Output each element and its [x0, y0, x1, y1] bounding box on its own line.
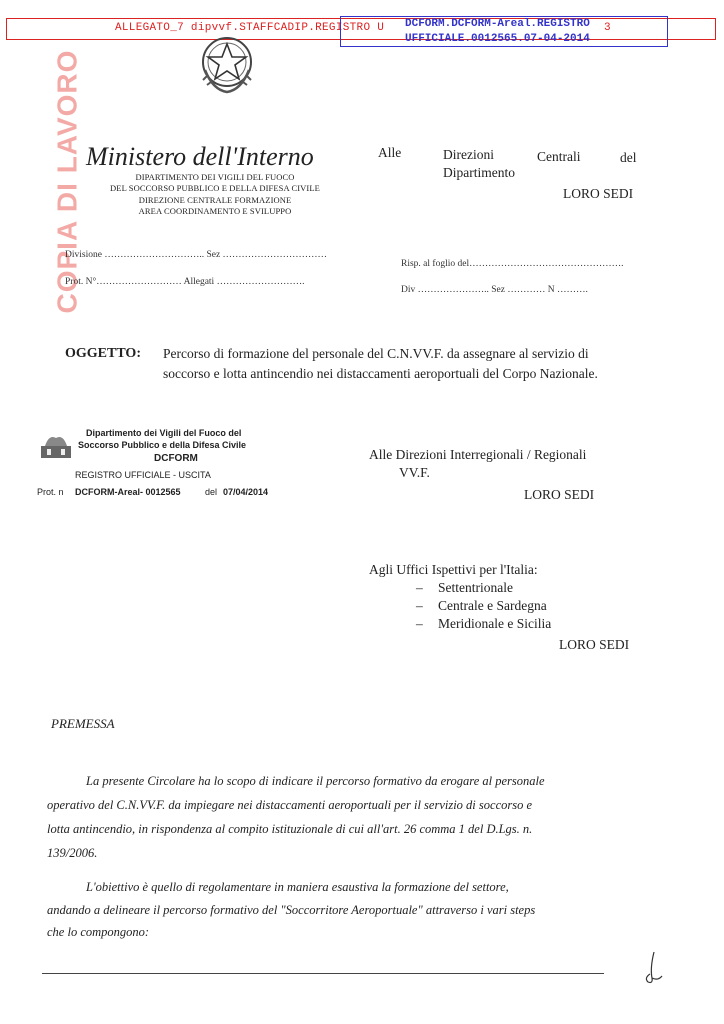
blue-register-stamp-line2: UFFICIALE.0012565.07-04-2014	[405, 33, 590, 45]
recipient3-dash-1: –	[416, 580, 423, 595]
blue-register-stamp-line1: DCFORM.DCFORM-Areal.REGISTRO	[405, 18, 590, 30]
premessa-p2-line-1: L'obiettivo è quello di regolamentare in maniera esaustiva la formazione del settore,	[86, 880, 509, 894]
recipient3-item-1: Settentrionale	[438, 580, 513, 595]
prot-stamp-line-3: DCFORM	[154, 453, 198, 464]
premessa-p1-line-4: 139/2006.	[47, 846, 98, 860]
dept-line-1: DIPARTIMENTO DEI VIGILI DEL FUOCO	[135, 172, 295, 182]
field-prot: Prot. N°……………………… Allegati ……………………….	[65, 277, 305, 287]
prot-stamp-line-2: Soccorso Pubblico e della Difesa Civile	[78, 440, 247, 450]
recipient1-prefix: Alle	[378, 145, 402, 160]
subject-label: OGGETTO:	[65, 346, 141, 361]
recipient1-dipartimento: Dipartimento	[443, 165, 515, 180]
recipient1-direzioni: Direzioni	[443, 147, 494, 162]
recipient1-centrali: Centrali	[537, 149, 581, 164]
recipient3-dash-2: –	[416, 598, 423, 613]
recipient3-loro-sedi: LORO SEDI	[559, 637, 630, 652]
premessa-p2-line-3: che lo compongono:	[47, 925, 150, 939]
recipient2-line-2: VV.F.	[399, 465, 430, 480]
recipient1-del: del	[620, 150, 637, 165]
prot-stamp-number: DCFORM-Areal- 0012565	[75, 487, 181, 497]
field-div: Div ………………….. Sez ………… N ……….	[401, 285, 588, 295]
field-divisione: Divisione ………………………….. Sez ……………………………	[65, 250, 328, 260]
premessa-p2-line-2: andando a delineare il percorso formativo del "Soccorritore Aeroportuale" attraverso i vari steps	[47, 903, 536, 917]
recipient1-loro-sedi: LORO SEDI	[563, 186, 634, 201]
recipient3-line-1: Agli Uffici Ispettivi per l'Italia:	[369, 562, 538, 577]
prot-stamp-date: 07/04/2014	[223, 487, 269, 497]
dept-line-4: AREA COORDINAMENTO E SVILUPPO	[138, 206, 292, 216]
subject-line-1: Percorso di formazione del personale del C.N.VV.F. da assegnare al servizio di	[163, 346, 589, 361]
premessa-heading: PREMESSA	[51, 716, 115, 731]
prot-stamp-prot-label: Prot. n	[37, 487, 64, 497]
recipient2-line-1: Alle Direzioni Interregionali / Regionali	[369, 447, 587, 462]
recipient3-dash-3: –	[416, 616, 423, 631]
red-register-stamp-text: ALLEGATO_7 dipvvf.STAFFCADIP.REGISTRO U	[115, 22, 385, 34]
red-register-stamp-tail: 3	[604, 22, 611, 34]
handwritten-initial-signature	[640, 948, 668, 988]
recipient3-item-2: Centrale e Sardegna	[438, 598, 547, 613]
dept-line-3: DIREZIONE CENTRALE FORMAZIONE	[138, 195, 292, 205]
subject-line-2: soccorso e lotta antincendio nei distaccamenti aeroportuali del Corpo Nazionale.	[163, 366, 598, 381]
premessa-p1-line-3: lotta antincendio, in rispondenza al compito istituzionale di cui all'art. 26 comma 1 del D.Lgs. n.	[47, 822, 533, 836]
recipient3-item-3: Meridionale e Sicilia	[438, 616, 552, 631]
prot-stamp-line-1: Dipartimento dei Vigili del Fuoco del	[86, 428, 242, 438]
footer-rule	[42, 973, 604, 974]
premessa-p1-line-2: operativo del C.N.VV.F. da impiegare nei distaccamenti aeroportuali per il servizio di soccorso e	[47, 798, 533, 812]
premessa-p1-line-1: La presente Circolare ha lo scopo di indicare il percorso formativo da erogare al personale	[86, 774, 545, 788]
field-risp: Risp. al foglio del………………………………………….	[401, 259, 624, 269]
watermark-copia-di-lavoro: COPIA DI LAVORO	[51, 49, 83, 314]
fire-department-logo-icon	[37, 432, 75, 462]
dept-line-2: DEL SOCCORSO PUBBLICO E DELLA DIFESA CIVILE	[110, 183, 320, 193]
ministry-title: Ministero dell'Interno	[86, 142, 314, 171]
prot-stamp-del: del	[205, 487, 218, 497]
italian-republic-emblem-icon	[193, 30, 261, 98]
prot-stamp-line-4: REGISTRO UFFICIALE - USCITA	[75, 470, 211, 480]
recipient2-loro-sedi: LORO SEDI	[524, 487, 595, 502]
